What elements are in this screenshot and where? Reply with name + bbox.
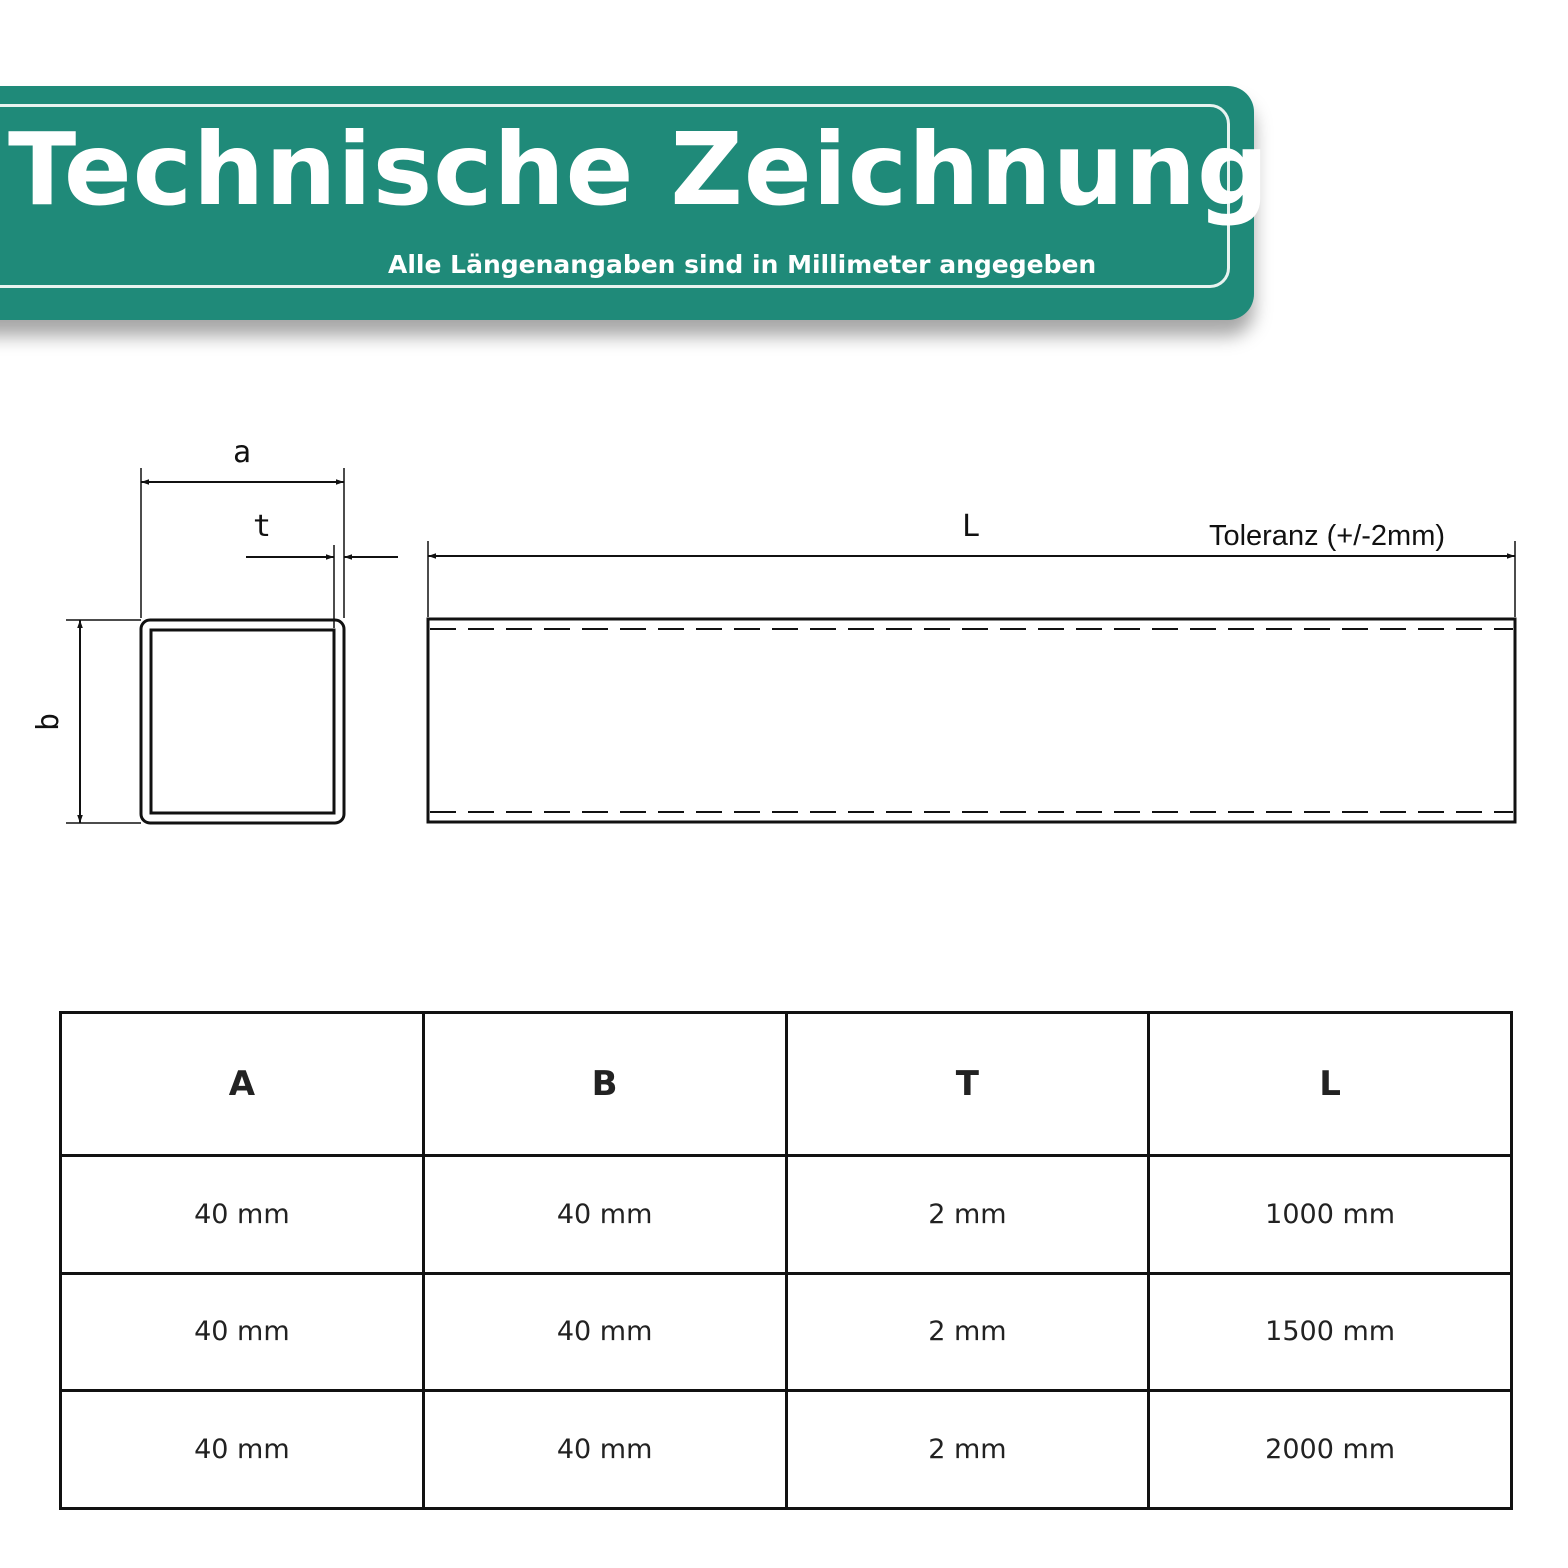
profile-inner-wall <box>151 630 334 813</box>
dimensions-table <box>59 1011 1513 1510</box>
header-b: B <box>423 1013 786 1156</box>
cell-b: 40 mm <box>423 1273 786 1391</box>
page-title: Technische Zeichnung <box>8 111 1270 228</box>
page-subtitle: Alle Längenangaben sind in Millimeter angegeben <box>388 250 1097 279</box>
header-a: A <box>61 1013 424 1156</box>
label-a: a <box>232 435 252 470</box>
cell-a: 40 mm <box>61 1273 424 1391</box>
cell-a: 40 mm <box>61 1156 424 1274</box>
profile-outer-wall <box>141 620 344 823</box>
label-t: t <box>252 509 272 544</box>
table-row <box>61 1156 1512 1274</box>
cell-b: 40 mm <box>423 1156 786 1274</box>
cell-t: 2 mm <box>786 1156 1149 1274</box>
tolerance-note: Toleranz (+/-2mm) <box>1208 520 1446 552</box>
cell-a: 40 mm <box>61 1391 424 1509</box>
side-view <box>428 541 1515 822</box>
cell-l: 1500 mm <box>1149 1273 1512 1391</box>
cell-t: 2 mm <box>786 1273 1149 1391</box>
header-l: L <box>1149 1013 1512 1156</box>
cross-section-view <box>66 468 398 823</box>
table-row <box>61 1391 1512 1509</box>
header-t: T <box>786 1013 1149 1156</box>
label-l: L <box>961 509 981 544</box>
table-row <box>61 1273 1512 1391</box>
cell-l: 2000 mm <box>1149 1391 1512 1509</box>
cell-b: 40 mm <box>423 1391 786 1509</box>
table-header-row <box>61 1013 1512 1156</box>
label-b: b <box>31 712 66 732</box>
cell-l: 1000 mm <box>1149 1156 1512 1274</box>
cell-t: 2 mm <box>786 1391 1149 1509</box>
tube-outline <box>428 619 1515 822</box>
